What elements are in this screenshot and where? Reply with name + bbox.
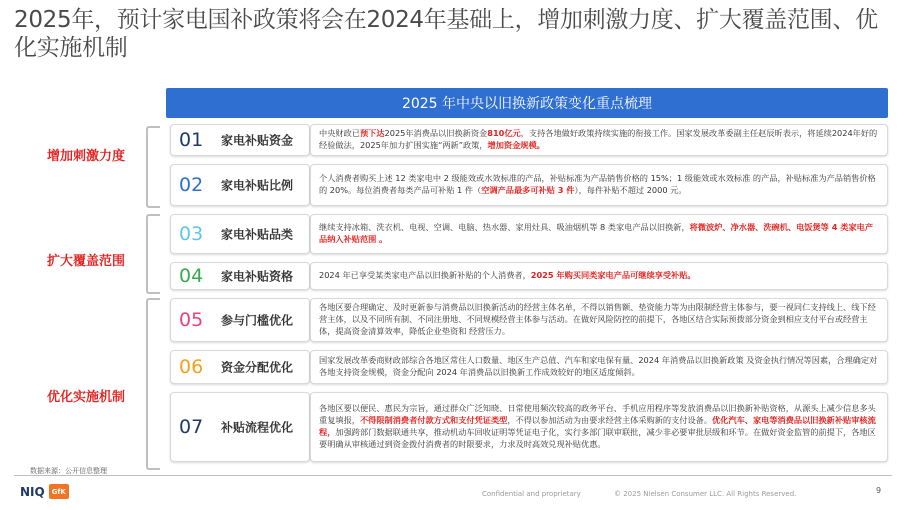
description-text: 继续支持冰箱、洗衣机、电视、空调、电脑、热水器、家用灶具、吸油烟机等 8 类家电产品以旧换新， [319, 222, 690, 233]
table-header-label: 2025 年中央以旧换新政策变化重点梳理 [401, 96, 653, 112]
row-label-box [170, 164, 310, 206]
category-label-stimulus: 增加刺激力度 [46, 149, 125, 164]
description-text: 各地区要合理确定、及时更新参与消费品以旧换新活动的经营主体名单，不得以销售额、垫资能力等为由限制经营主体参与，要一视同仁支持线上、线下经营主体，以及不同所有制、不同注册地、不同规模经营主体参与活动。在做好风险防控的前提下，各地区结合实际预拨部分资金到相应支付平台或经营主体，提高资金清算效率，降低企业垫资和 经营压力。 [319, 302, 876, 336]
bracket-stimulus [146, 126, 160, 208]
row-description [310, 392, 888, 462]
row-number: 03 [179, 223, 204, 245]
row-number: 07 [179, 416, 204, 438]
row-description [310, 350, 888, 384]
description-text: 中央财政已 [319, 128, 360, 139]
page-number: 9 [876, 486, 882, 495]
row-number: 02 [179, 174, 204, 196]
description-text: 个人消费者购买上述 12 类家电中 2 级能效或水效标准的产品，补贴标准为产品销售价格的 15%；1 级能效或水效标准 的产品，补贴标准为产品销售价格的 20%。每位消费者每类产品可补贴 1 件（ [319, 173, 876, 195]
description-highlight: 不得限制消费者付款方式和支付凭证类型 [359, 415, 508, 426]
row-label-box [170, 392, 310, 462]
row-label: 家电补贴资格 [221, 269, 294, 284]
policy-row-06 [170, 350, 888, 384]
description-text: 加强跨部门数据联通共享，推动机动车回收证明等凭证电子化，实行多部门联审联批，减少非必要审批层级和环节。在做好资金监管的前提下，各地区要明确从审核通过到资金拨付消费者的时限要求，力求及时高效兑现补贴优惠。 [319, 427, 876, 449]
row-label-box [170, 350, 310, 384]
category-label-coverage: 扩大覆盖范围 [46, 254, 125, 269]
bracket-coverage [146, 214, 160, 294]
row-label: 参与门槛优化 [221, 313, 294, 328]
row-label: 补贴流程优化 [221, 420, 294, 435]
row-number: 04 [179, 265, 204, 287]
policy-row-07 [170, 392, 888, 462]
row-label-box [170, 298, 310, 342]
description-highlight: 810亿元 [487, 128, 521, 139]
table-header [166, 88, 888, 118]
description-text: ，支持各地做好政策持续实施的衔接工作。国家发展改革委副主任赵辰昕表示，将延续2024年好的经验做法，2025年加力扩围实施“两新”政策， [319, 128, 878, 150]
description-text: ，不得以参加活动为由要求经营主体采购新的支付设备。 [507, 415, 713, 426]
row-description [310, 214, 888, 254]
row-number: 05 [179, 309, 204, 331]
row-label-box [170, 214, 310, 254]
policy-row-03 [170, 214, 888, 254]
row-label-box [170, 262, 310, 290]
row-description [310, 164, 888, 206]
description-text: 2024 年已享受某类家电产品以旧换新补贴的个人消费者， [319, 270, 531, 281]
description-highlight: 将微波炉、净水器、洗碗机、电饭煲等 4 类家电产品纳入补贴范围 。 [319, 222, 874, 244]
description-text: 国家发展改革委商财政部综合各地区常住人口数量、地区生产总值、汽车和家电保有量、2024 年消费品以旧换新政策 及资金执行情况等因素，合理确定对各地支持资金规模，资金分配向 2024 年消费品以旧换新工作成效较好的地区适度倾斜。 [319, 355, 878, 377]
niq-logo-text: NIQ [20, 484, 45, 499]
row-number: 06 [179, 356, 204, 378]
row-label: 资金分配优化 [221, 360, 294, 375]
policy-row-01 [170, 124, 888, 156]
category-label-mechanism: 优化实施机制 [46, 390, 125, 405]
brand-logo [20, 484, 69, 499]
row-label: 家电补贴品类 [221, 227, 294, 242]
copyright-note: © 2025 Nielsen Consumer LLC. All Rights Reserved. [614, 490, 797, 498]
data-source-note: 数据来源：公开信息整理 [30, 467, 107, 475]
policy-row-04 [170, 262, 888, 290]
description-highlight: 预下达 [359, 128, 385, 139]
page-title: 2025年，预计家电国补政策将会在2024年基础上，增加刺激力度、扩大覆盖范围、优化实施机制 [14, 7, 878, 61]
row-description [310, 298, 888, 342]
row-number: 01 [179, 129, 204, 151]
row-label-box [170, 124, 310, 156]
description-text: ），每件补贴不超过 2000 元。 [574, 185, 687, 195]
row-label: 家电补贴比例 [221, 178, 294, 193]
description-highlight: 优化汽车、家电等消费品以旧换新补贴审核流程， [319, 415, 876, 437]
description-highlight: 空调产品最多可补贴 3 件 [481, 185, 575, 195]
row-label: 家电补贴资金 [221, 133, 294, 148]
description-highlight: 增加资金规模。 [487, 140, 545, 150]
row-description [310, 124, 888, 156]
policy-row-02 [170, 164, 888, 206]
footer-divider [14, 475, 892, 476]
description-text: 2025年消费品以旧换新资金 [384, 128, 488, 139]
description-text: 各地区要以便民、惠民为宗旨，通过群众广泛知晓、日常使用频次较高的政务平台、手机应用程序等发放消费品以旧换新补贴资格，从源头上减少信息多头重复填报， [319, 403, 876, 426]
policy-row-05 [170, 298, 888, 342]
gfk-logo: GfK [49, 484, 69, 499]
bracket-mechanism [146, 298, 160, 470]
row-description [310, 262, 888, 290]
description-highlight: 2025 年购买同类家电产品可继续享受补贴。 [530, 270, 696, 281]
confidential-note: Confidential and proprietary [482, 490, 581, 498]
